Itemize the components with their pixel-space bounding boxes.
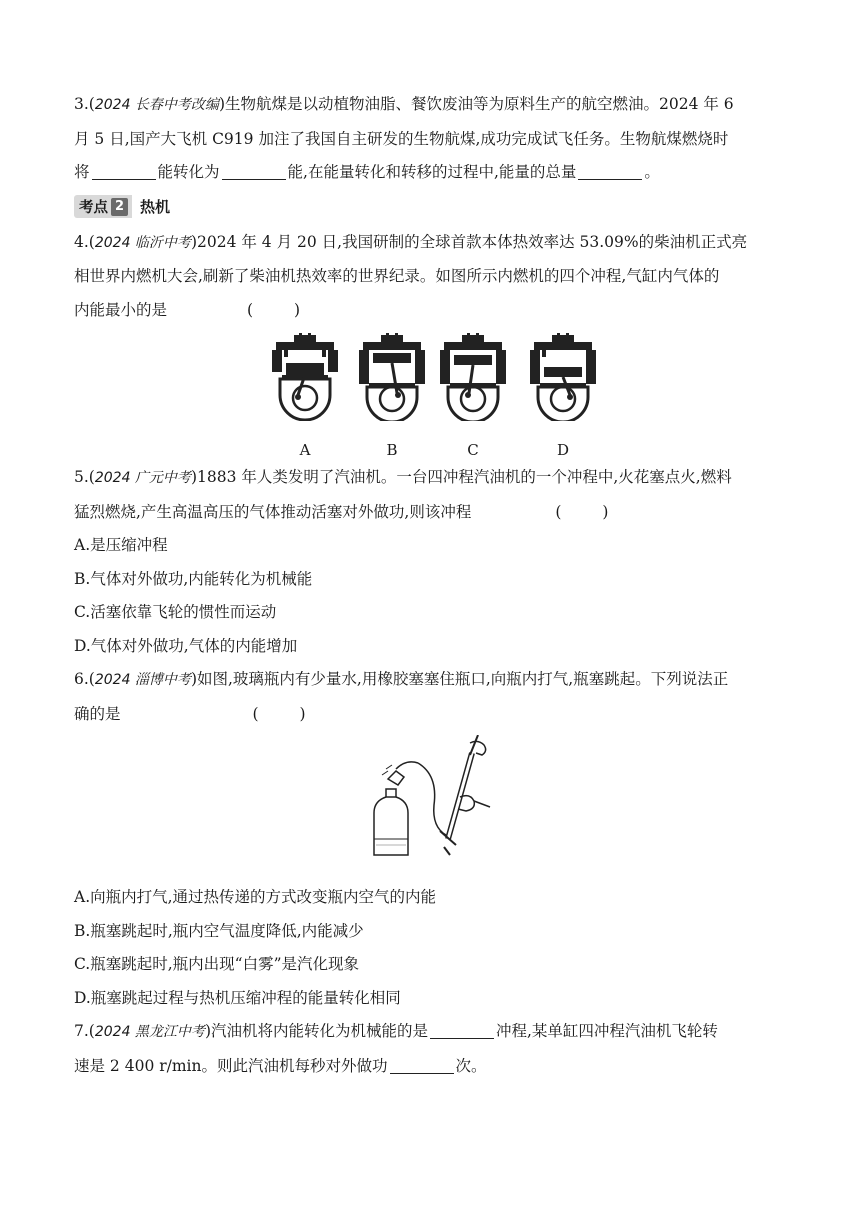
question-source: 2024 广元中考 — [94, 470, 191, 486]
answer-blank[interactable] — [430, 1021, 494, 1039]
engine-d-icon — [528, 333, 598, 421]
answer-paren[interactable]: ( ) — [247, 300, 319, 319]
question-source: 2024 黑龙江中考 — [94, 1024, 205, 1040]
answer-paren[interactable]: ( ) — [252, 704, 324, 723]
option-b[interactable]: B.气体对外做功,内能转化为机械能 — [74, 569, 313, 588]
option-b[interactable]: B.瓶塞跳起时,瓶内空气温度降低,内能减少 — [74, 921, 364, 940]
engine-b-icon — [357, 333, 427, 421]
bottle-pump-figure — [74, 735, 794, 879]
answer-paren[interactable]: ( ) — [555, 502, 627, 521]
option-c[interactable]: C.瓶塞跳起时,瓶内出现“白雾”是汽化现象 — [74, 955, 360, 973]
engine-strokes-figure — [74, 333, 794, 461]
option-a[interactable]: A.向瓶内打气,通过热传递的方式改变瓶内空气的内能 — [74, 888, 437, 906]
section-header — [74, 194, 794, 220]
question-3: 3.(2024 长春中考改编)生物航煤是以动植物油脂、餐饮废油等为原料生产的航空燃油。2024 年 6 月 5 日,国产大飞机 C919 加注了我国自主研发的生物航煤,成功完成试飞任务。生物航煤燃烧时 将 能转化为 能,在能量转化和转移的过程中,能量的总量 。 — [74, 95, 734, 181]
option-a[interactable]: A.是压缩冲程 — [74, 536, 168, 554]
section-title: 热机 — [140, 198, 171, 216]
answer-blank[interactable] — [92, 162, 156, 180]
option-d[interactable]: D.气体对外做功,气体的内能增加 — [74, 636, 298, 655]
engine-c-icon — [438, 333, 508, 421]
answer-blank[interactable] — [390, 1056, 454, 1074]
option-c[interactable]: C.活塞依靠飞轮的惯性而运动 — [74, 603, 277, 621]
question-source: 2024 淄博中考 — [94, 672, 191, 688]
engine-a-icon — [270, 333, 340, 421]
answer-blank[interactable] — [578, 162, 642, 180]
answer-blank[interactable] — [222, 162, 286, 180]
section-badge: 考点 2 — [74, 195, 132, 218]
worksheet-page — [74, 88, 794, 1083]
engine-diagram-a: A — [269, 333, 341, 459]
bottle-pump-icon — [366, 735, 496, 865]
question-5: 5.(2024 广元中考)1883 年人类发明了汽油机。一台四冲程汽油机的一个冲程中,火花塞点火,燃料 猛烈燃烧,产生高温高压的气体推动活塞对外做功,则该冲程 ( ) A.是压缩冲程 B.气体对外做功,内能转化为机械能 C.活塞依靠飞轮的惯性而运动 D.气体对外做功,气体的内能增加 — [74, 461, 794, 663]
question-4: 4.(2024 临沂中考)2024 年 4 月 20 日,我国研制的全球首款本体热效率达 53.09%的柴油机正式亮 相世界内燃机大会,刷新了柴油机热效率的世界纪录。如图所示内燃机的四个冲程,气缸内气体的 内能最小的是 ( ) A B C D — [74, 226, 794, 462]
engine-diagram-b: B — [356, 333, 428, 459]
question-7: 7.(2024 黑龙江中考)汽油机将内能转化为机械能的是 冲程,某单缸四冲程汽油机飞轮转 速是 2 400 r/min。则此汽油机每秒对外做功 次。 — [74, 1022, 718, 1075]
question-6: 6.(2024 淄博中考)如图,玻璃瓶内有少量水,用橡胶塞塞住瓶口,向瓶内打气,瓶塞跳起。下列说法正 确的是 ( ) A.向瓶内打气,通过热传递的方式改变瓶内空气的内能 B.瓶塞跳起时,瓶内空气温度降低,内能减少 C.瓶塞跳起时,瓶内出现“白雾”是汽化现象 D.瓶塞跳起过程与热机压缩冲程的能量转化相同 — [74, 663, 794, 1015]
question-source: 2024 长春中考改编 — [94, 97, 219, 113]
engine-diagram-c: C — [437, 333, 509, 459]
option-d[interactable]: D.瓶塞跳起过程与热机压缩冲程的能量转化相同 — [74, 988, 401, 1007]
engine-diagram-d: D — [527, 333, 599, 459]
question-source: 2024 临沂中考 — [94, 234, 191, 251]
